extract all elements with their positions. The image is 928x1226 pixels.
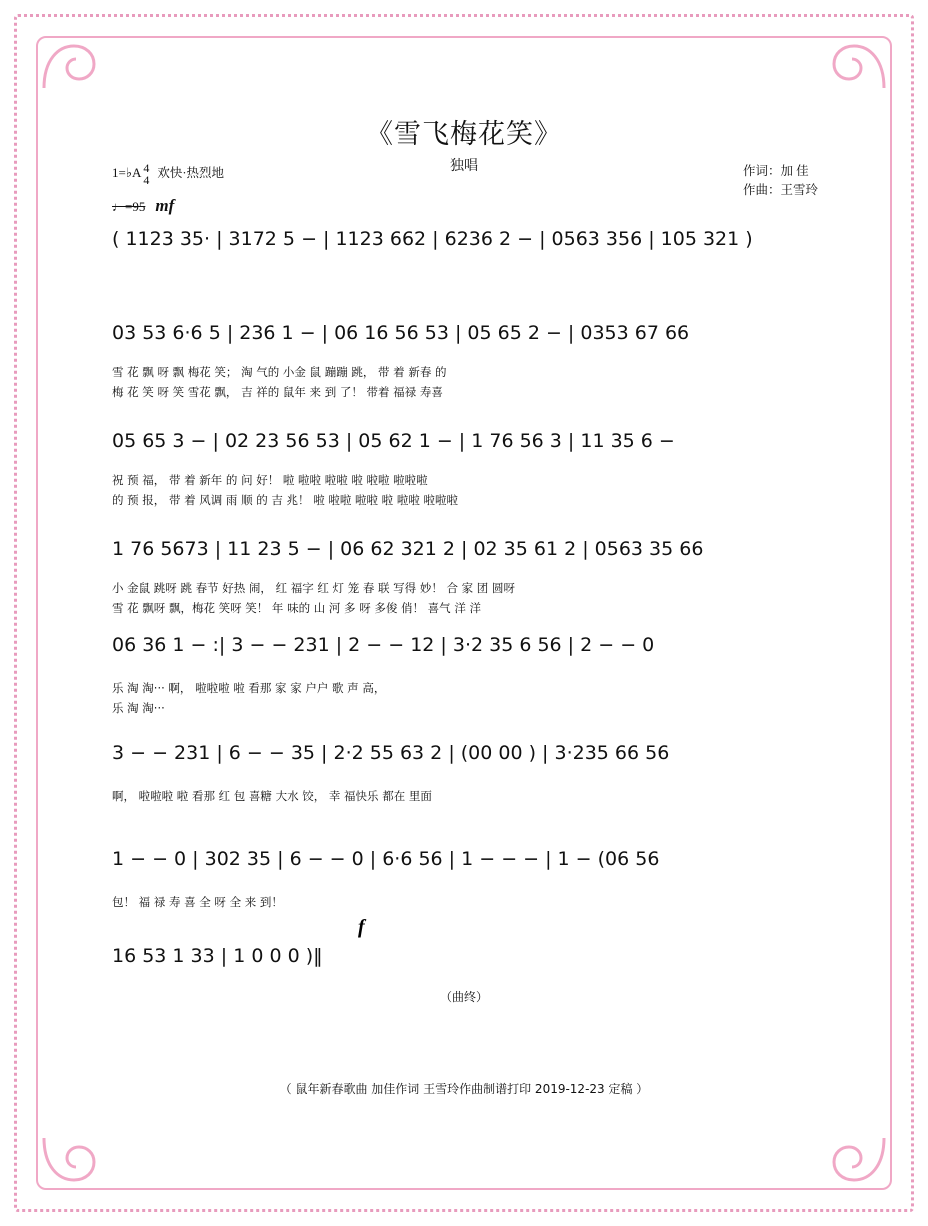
- notes-row: 16 53 1 33 | 1 0 0 0 )‖: [112, 945, 323, 967]
- notes-row: 1 − − 0 | 302 35 | 6 − − 0 | 6·6 56 | 1 − − − | 1 − (06 56: [112, 848, 660, 870]
- notes-row: 03 53 6·6 5 | 236 1 − | 06 16 56 53 | 05 65 2 − | 0353 67 66: [112, 322, 690, 344]
- dynamic-f: f: [358, 916, 365, 938]
- page-title: 《雪飞梅花笑》: [366, 119, 562, 150]
- credits: [743, 162, 818, 200]
- lyrics-row-2: 的 预 报， 带 着 风调 雨 顺 的 吉 兆！ 啦 啦啦 啦啦 啦 啦啦 啦啦啦: [112, 493, 458, 507]
- lyrics-row-2: 乐 淘 淘···: [112, 701, 165, 715]
- notes-row: 06 36 1 − :| 3 − − 231 | 2 − − 12 | 3·2 35 6 56 | 2 − − 0: [112, 634, 655, 656]
- end-mark: （曲终）: [439, 990, 488, 1004]
- time-signature: 4 4: [143, 161, 150, 187]
- lyrics-row-1: 祝 预 福， 带 着 新年 的 问 好！ 啦 啦啦 啦啦 啦 啦啦 啦啦啦: [112, 473, 428, 487]
- lyrics-row-1: 包！ 福 禄 寿 喜 全 呀 全 来 到！: [112, 895, 283, 909]
- notes-row: ( 1123 35· | 3172 5 − | 1123 662 | 6236 2 − | 0563 356 | 105 321 ): [112, 228, 753, 250]
- key-time-signature: [112, 162, 224, 186]
- notes-row: 3 − − 231 | 6 − − 35 | 2·2 55 63 2 | (00 00 ) | 3·235 66 56: [112, 742, 670, 764]
- dynamic-mf: mf: [155, 196, 175, 215]
- notes-row: 05 65 3 − | 02 23 56 53 | 05 62 1 − | 1 76 56 3 | 11 35 6 −: [112, 430, 675, 452]
- lyrics-row-2: 梅 花 笑 呀 笑 雪花 飘， 吉 祥的 鼠年 来 到 了！ 带着 福禄 寿喜: [112, 385, 443, 399]
- lyrics-row-1: 啊， 啦啦啦 啦 看那 红 包 喜糖 大水 饺， 幸 福快乐 都在 里面: [112, 789, 432, 803]
- key-label: 1=: [112, 164, 126, 180]
- notes-row: 1 76 5673 | 11 23 5 − | 06 62 321 2 | 02 35 61 2 | 0563 35 66: [112, 538, 704, 560]
- performance-type: 独唱: [450, 159, 478, 174]
- mood-text: 欢快·热烈地: [157, 165, 225, 180]
- lyrics-row-1: 乐 淘 淘··· 啊， 啦啦啦 啦 看那 家 家 户户 歌 声 高，: [112, 681, 386, 695]
- tempo-marking: [112, 196, 174, 216]
- composer: 作曲：王雪玲: [742, 183, 818, 197]
- lyrics-row-2: 雪 花 飘呀 飘，梅花 笑呀 笑！ 年 味的 山 河 多 呀 多俊 俏！ 喜气 洋 洋: [112, 601, 481, 615]
- tempo-value: ♩=95: [112, 199, 146, 214]
- lyricist: 作词：加 佳: [742, 164, 809, 178]
- lyrics-row-1: 雪 花 飘 呀 飘 梅花 笑； 淘 气的 小金 鼠 蹦蹦 跳， 带 着 新春 的: [112, 365, 447, 379]
- lyrics-row-1: 小 金鼠 跳呀 跳 春节 好热 闹， 红 福字 红 灯 笼 春 联 写得 妙！ 合 家 团 圆呀: [112, 581, 515, 595]
- key-letter: ♭A: [125, 164, 142, 180]
- footnote: （ 鼠年新春歌曲 加佳作词 王雪玲作曲制谱打印 2019-12-23 定稿 ）: [279, 1082, 649, 1096]
